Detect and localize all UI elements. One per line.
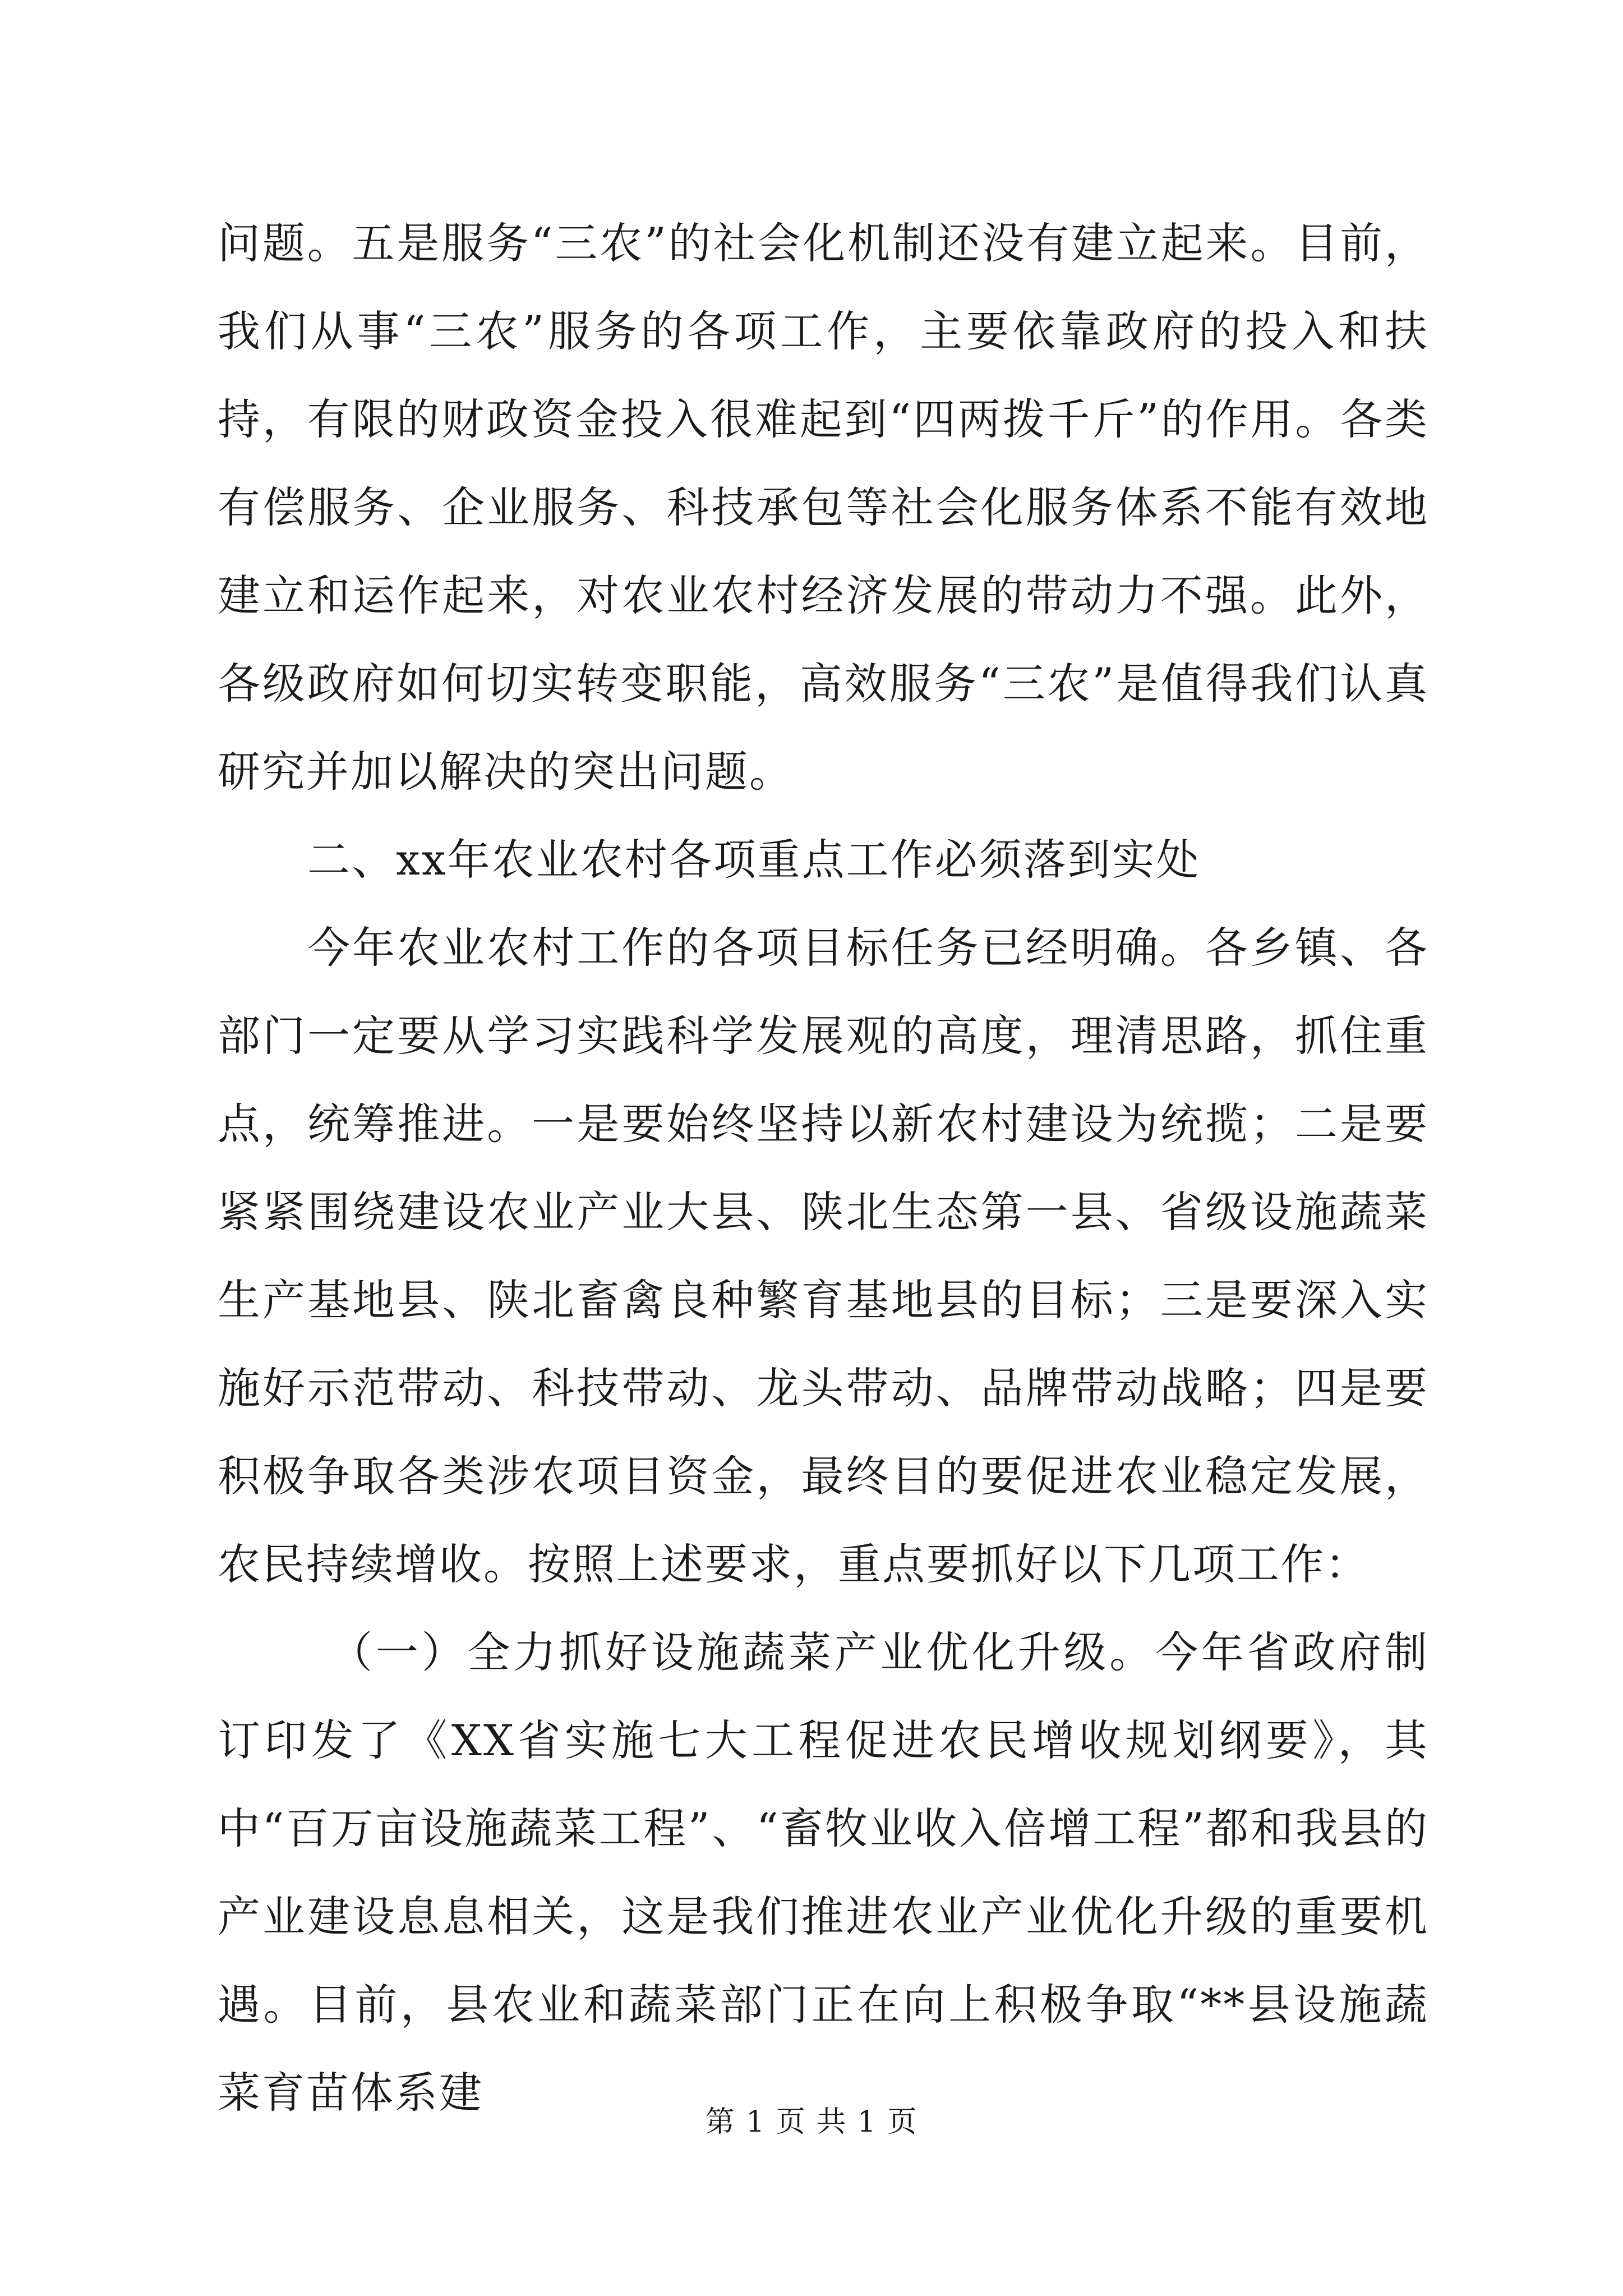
- document-body: [218, 199, 1429, 2137]
- paragraph-continuation: 问题。五是服务“三农”的社会化机制还没有建立起来。目前，我们从事“三农”服务的各项工作，主要依靠政府的投入和扶持，有限的财政资金投入很难起到“四两拨千斤”的作用。各类有偿服务、企业服务、科技承包等社会化服务体系不能有效地建立和运作起来，对农业农村经济发展的带动力不强。此外，各级政府如何切实转变职能，高效服务“三农”是值得我们认真研究并加以解决的突出问题。: [218, 218, 1429, 797]
- page-footer: 第 1 页 共 1 页: [705, 2105, 918, 2139]
- paragraph-vegetable-industry: （一）全力抓好设施蔬菜产业优化升级。今年省政府制订印发了《XX省实施七大工程促进农民增收规划纲要》，其中“百万亩设施蔬菜工程”、“畜牧业收入倍增工程”都和我县的产业建设息息相关，这是我们推进农业产业优化升级的重要机遇。目前，县农业和蔬菜部门正在向上积极争取“**县设施蔬菜育苗体系建: [218, 1627, 1429, 2118]
- section-heading: 二、xx年农业农村各项重点工作必须落到实处: [307, 835, 1201, 885]
- paragraph-goals: 今年农业农村工作的各项目标任务已经明确。各乡镇、各部门一定要从学习实践科学发展观的高度，理清思路，抓住重点，统筹推进。一是要始终坚持以新农村建设为统揽；二是要紧紧围绕建设农业产业大县、陕北生态第一县、省级设施蔬菜生产基地县、陕北畜禽良种繁育基地县的目标；三是要深入实施好示范带动、科技带动、龙头带动、品牌带动战略；四是要积极争取各类涉农项目资金，最终目的要促进农业稳定发展，农民持续增收。按照上述要求，重点要抓好以下几项工作：: [218, 923, 1429, 1589]
